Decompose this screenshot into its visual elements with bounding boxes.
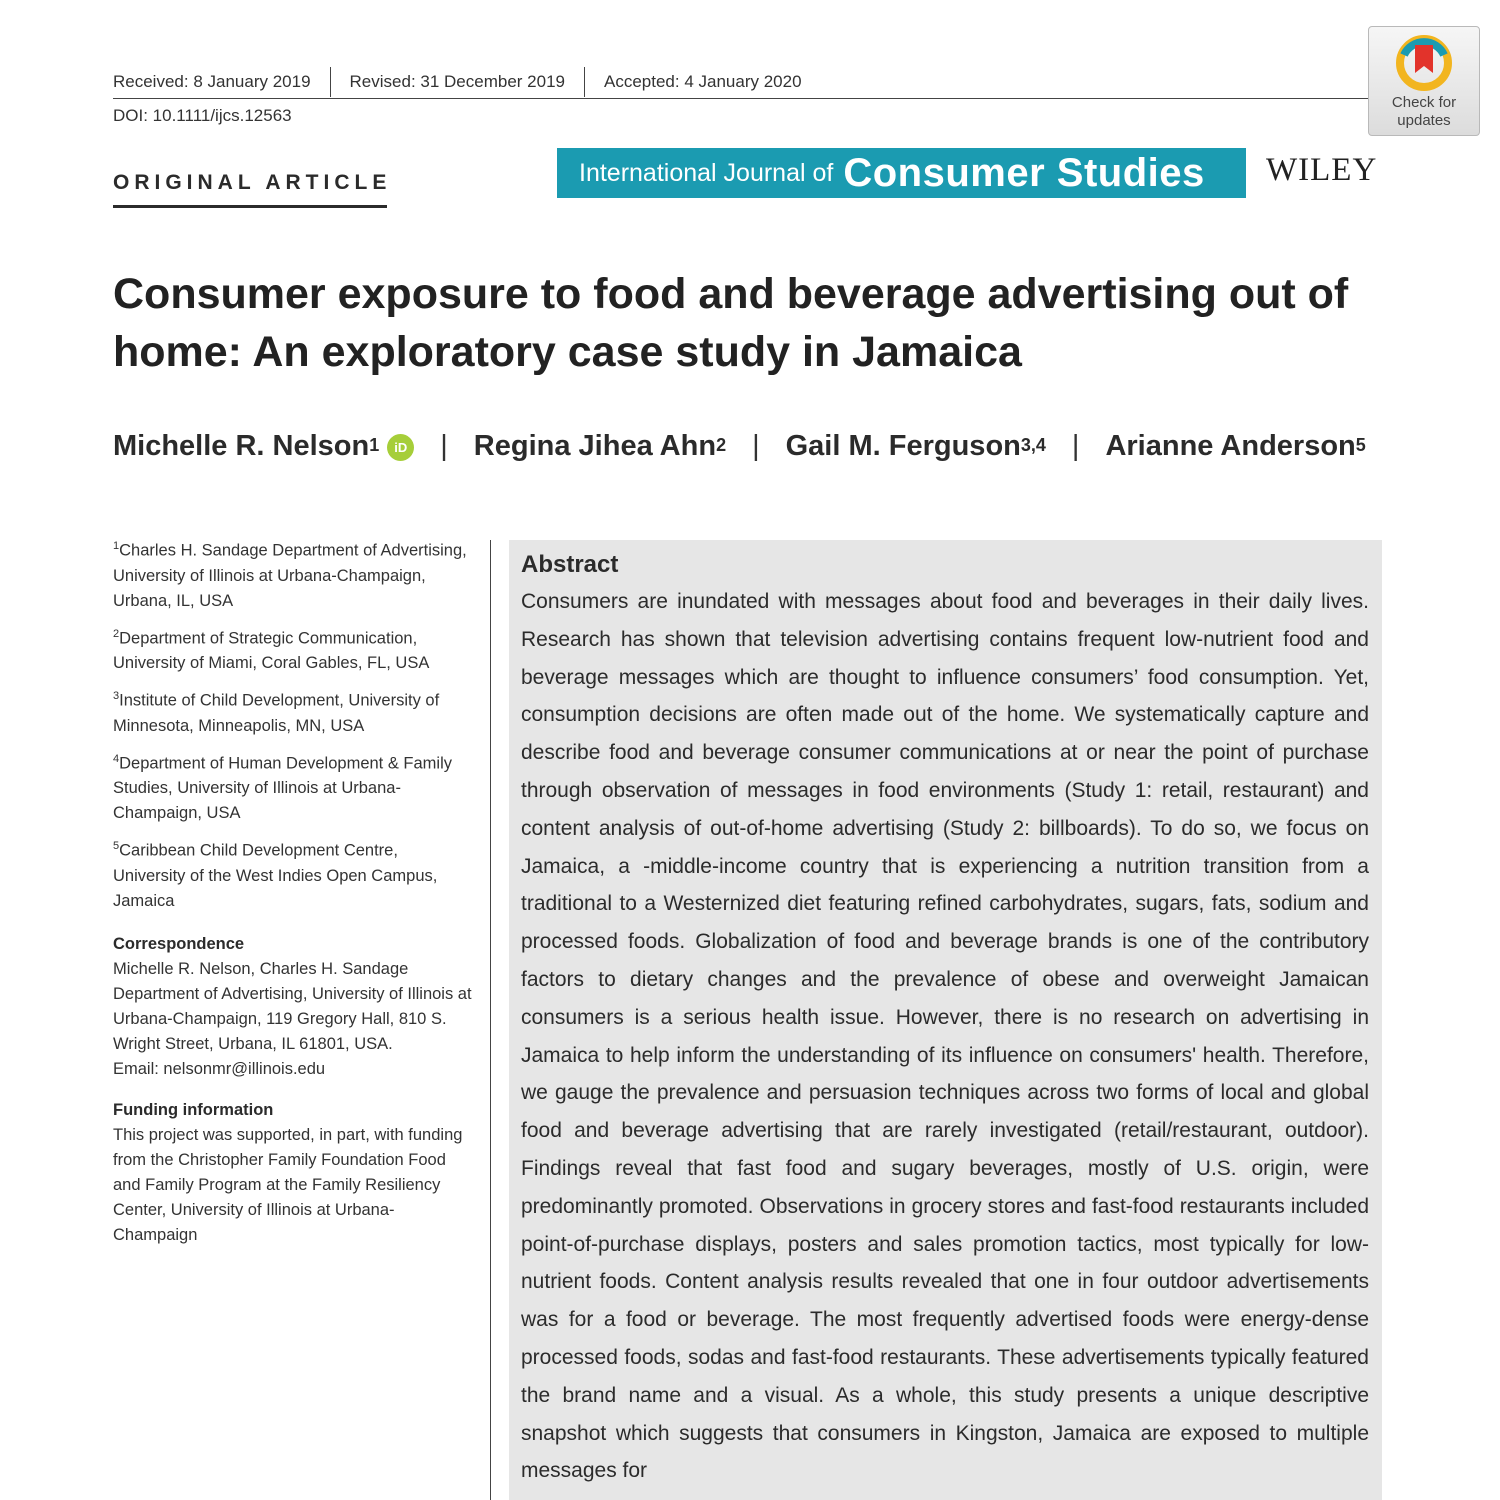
publication-dates	[113, 66, 821, 98]
affiliation-text: Charles H. Sandage Department of Advertising, University of Illinois at Urbana-Champaign, Urbana, IL, USA	[113, 541, 467, 610]
funding-text: This project was supported, in part, with funding from the Christopher Family Foundation Food and Family Program at the Family Resiliency Center, University of Illinois at Urbana-Champaign	[113, 1125, 463, 1244]
affiliation	[113, 834, 473, 914]
author-list	[113, 430, 1366, 464]
publisher-logo[interactable]: WILEY	[1266, 152, 1378, 188]
abstract-heading: Abstract	[521, 551, 619, 578]
column-divider	[490, 540, 491, 1500]
article-type-underline	[113, 205, 387, 208]
journal-prefix: International Journal of	[579, 158, 834, 187]
article-type: ORIGINAL ARTICLE	[113, 171, 392, 194]
affiliation	[113, 747, 473, 827]
article-sidebar	[113, 534, 473, 1248]
abstract-text: Consumers are inundated with messages about food and beverages in their daily lives. Research has shown that television advertising contains frequent low-nutrient food and beverage messages which are thought to influence consumers’ food consumption. Yet, consumption decisions are often made out of the home. We systematically capture and describe food and beverage consumer communications at or near the point of purchase through observation of messages in food environments (Study 1: retail, restaurant) and content analysis of out-of-home advertising (Study 2: billboards). To do so, we focus on Jamaica, a -middle-income country that is experiencing a nutrition transition from a traditional to a Westernized diet featuring refined carbohydrates, sugars, fats, sodium and processed foods. Globalization of food and beverage brands is one of the contributory factors to dietary changes and the prevalence of obese and overweight Jamaican consumers is a serious health issue. However, there is no research on advertising in Jamaica to help inform the understanding of its influence on consumers' health. Therefore, we gauge the prevalence and persuasion techniques across two forms of local and global food and beverage advertising that are rarely investigated (retail/restaurant, outdoor). Findings reveal that fast food and sugary beverages, mostly of U.S. origin, were predominantly promoted. Observations in grocery stores and fast-food restaurants included point-of-purchase displays, posters and sales promotion tactics, most typically for low-nutrient foods. Content analysis results revealed that one in four outdoor advertisements was for a food or beverage. The most frequently advertised foods were energy-dense processed foods, sodas and fast-food restaurants. These advertisements typically featured the brand name and a visual. As a whole, this study presents a unique descriptive snapshot which suggests that consumers in Kingston, Jamaica are exposed to multiple messages for	[521, 590, 1369, 1483]
author-affiliation-number: 5	[1355, 435, 1366, 455]
author-affiliation-number: 3,4	[1020, 435, 1046, 455]
author-affiliation-number: 2	[716, 435, 727, 455]
accepted-date: Accepted: 4 January 2020	[584, 67, 821, 97]
check-for-updates-icon	[1394, 33, 1454, 93]
affiliation-text: Caribbean Child Development Centre, University of the West Indies Open Campus, Jamaica	[113, 841, 438, 910]
affiliation-number: 4	[113, 752, 120, 765]
correspondence-heading: Correspondence	[113, 934, 245, 953]
author-separator: |	[440, 430, 448, 462]
orcid-icon[interactable]: iD	[387, 434, 414, 461]
author-name[interactable]: Michelle R. Nelson	[113, 430, 370, 462]
header-divider	[113, 98, 1369, 99]
received-date: Received: 8 January 2019	[113, 72, 311, 91]
article-title: Consumer exposure to food and beverage advertising out of home: An exploratory case study in Jamaica	[113, 270, 1349, 376]
affiliation-number: 3	[113, 690, 120, 702]
affiliation	[113, 622, 473, 677]
author-name[interactable]: Regina Jihea Ahn	[473, 430, 717, 462]
author-separator: |	[752, 430, 760, 462]
check-for-updates-line2: updates	[1397, 112, 1451, 129]
author-affiliation-number: 1	[369, 435, 380, 455]
affiliation-number: 5	[113, 840, 120, 852]
affiliation-text: Department of Strategic Communication, University of Miami, Coral Gables, FL, USA	[113, 629, 430, 672]
affiliation	[113, 684, 473, 739]
author-separator: |	[1071, 430, 1080, 462]
doi-link[interactable]: DOI: 10.1111/ijcs.12563	[113, 106, 292, 125]
funding-heading: Funding information	[113, 1100, 274, 1119]
affiliation	[113, 534, 473, 614]
check-for-updates-badge[interactable]	[1368, 26, 1480, 136]
abstract-box	[509, 540, 1382, 1500]
correspondence-email[interactable]: Email: nelsonmr@illinois.edu	[113, 1059, 326, 1078]
author-name[interactable]: Gail M. Ferguson	[785, 430, 1021, 462]
affiliation-text: Institute of Child Development, University of Minnesota, Minneapolis, MN, USA	[113, 691, 440, 735]
revised-date: Revised: 31 December 2019	[330, 67, 584, 97]
affiliation-text: Department of Human Development & Family Studies, University of Illinois at Urbana-Champaign, USA	[113, 754, 453, 822]
journal-name: Consumer Studies	[843, 150, 1205, 195]
author-name[interactable]: Arianne Anderson	[1105, 430, 1356, 462]
correspondence-address: Michelle R. Nelson, Charles H. Sandage Department of Advertising, University of Illinois at Urbana-Champaign, 119 Gregory Hall, 810 S. Wright Street, Urbana, IL 61801, USA.	[113, 959, 472, 1053]
affiliation-number: 2	[113, 627, 120, 640]
check-for-updates-line1: Check for	[1391, 94, 1457, 111]
affiliation-number: 1	[113, 540, 120, 552]
journal-banner[interactable]	[557, 148, 1246, 198]
